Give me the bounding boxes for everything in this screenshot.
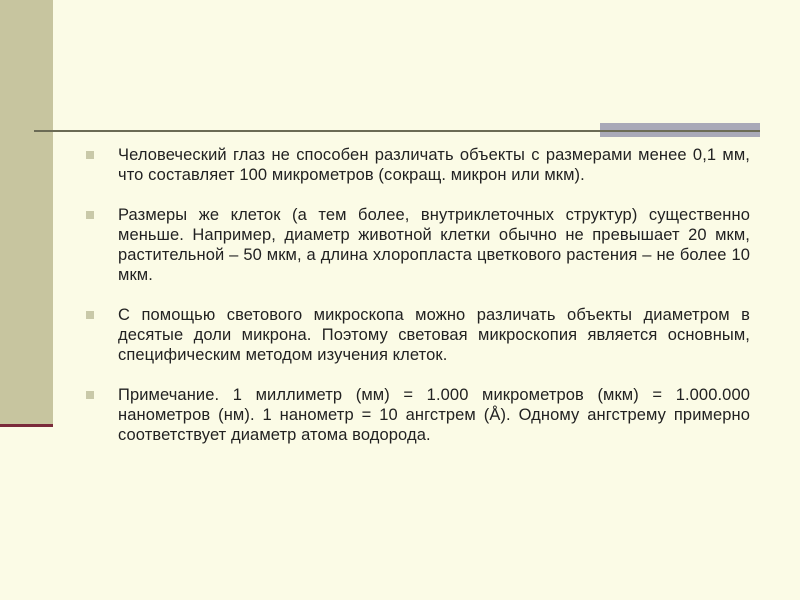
horizontal-divider-line [34, 130, 600, 132]
bullet-text: Размеры же клеток (а тем более, внутриклеточных структур) существенно меньше. Например, диаметр животной клетки обычно не превышает 20 мкм, растительной – 50 мкм, а длина хлоропласта цветкового растения – не более 10 мкм. [118, 206, 750, 284]
square-bullet-icon [86, 391, 94, 399]
bullet-text: Человеческий глаз не способен различать объекты с размерами менее 0,1 мм, что составляет 100 микрометров (сокращ. микрон или мкм). [118, 146, 750, 184]
bullet-item [86, 205, 750, 285]
bullet-text: С помощью светового микроскопа можно различать объекты диаметром в десятые доли микрона. Поэтому световая микроскопия является основным, специфическим методом изучения клеток. [118, 306, 750, 364]
bullet-text: Примечание. 1 миллиметр (мм) = 1.000 микрометров (мкм) = 1.000.000 нанометров (нм). 1 нанометр = 10 ангстрем (Å). Одному ангстрему примерно соответствует диаметр атома водорода. [118, 386, 750, 444]
divider-accent-line [600, 130, 760, 132]
square-bullet-icon [86, 151, 94, 159]
bullet-item [86, 145, 750, 185]
slide-body [86, 145, 750, 465]
bullet-item [86, 305, 750, 365]
left-bar-accent-edge [0, 424, 53, 427]
bullet-item [86, 385, 750, 445]
left-decorative-bar [0, 0, 53, 426]
square-bullet-icon [86, 311, 94, 319]
square-bullet-icon [86, 211, 94, 219]
